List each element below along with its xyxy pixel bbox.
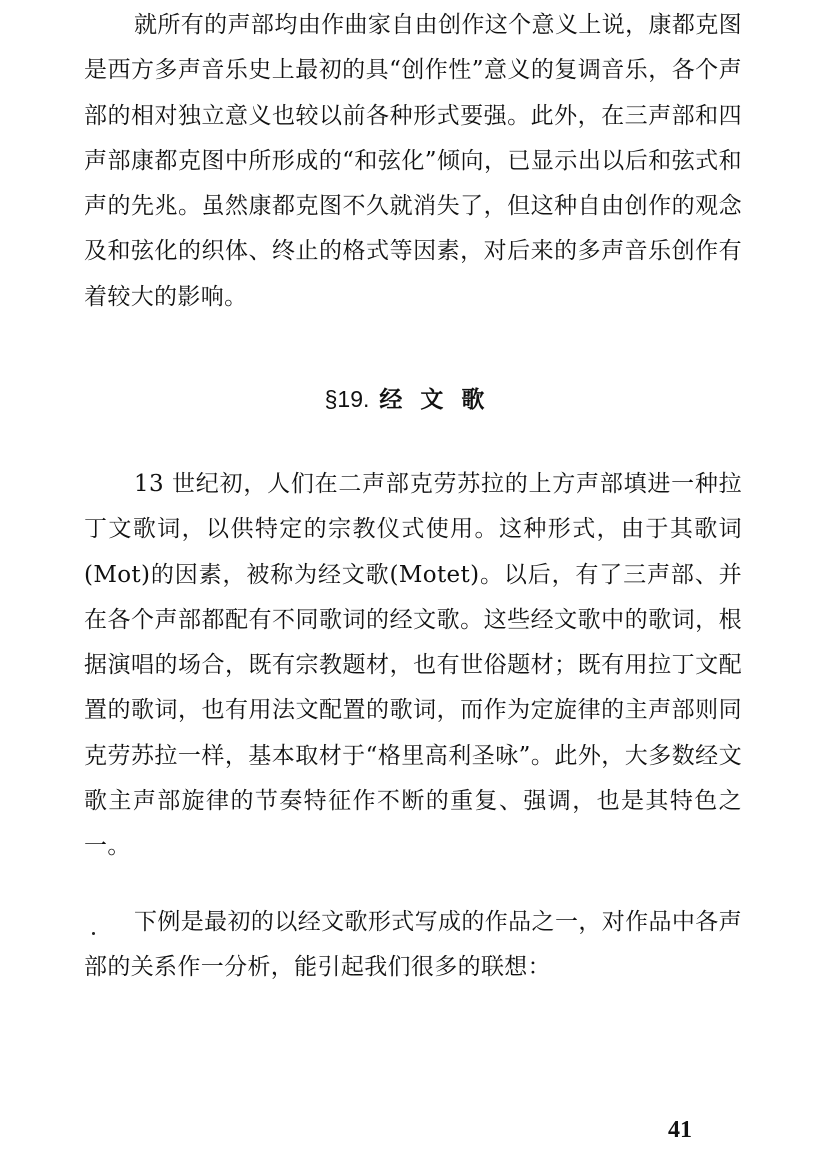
paragraph-example-intro: 下例是最初的以经文歌形式写成的作品之一，对作品中各声部的关系作一分析，能引起我们很多的联想：: [84, 909, 742, 981]
section-heading: [0, 384, 827, 415]
section-title: 经文歌: [379, 387, 503, 413]
paragraph-conductus-summary: 就所有的声部均由作曲家自由创作这个意义上说，康都克图是西方多声音乐史上最初的具“创作性”意义的复调音乐，各个声部的相对独立意义也较以前各种形式要强。此外，在三声部和四声部康都克图中所形成的“和弦化”倾向，已显示出以后和弦式和声的先兆。虽然康都克图不久就消失了，但这种自由创作的观念及和弦化的织体、终止的格式等因素，对后来的多声音乐创作有着较大的影响。: [84, 12, 742, 310]
paragraph-motet-origin: 13 世纪初，人们在二声部克劳苏拉的上方声部填进一种拉丁文歌词，以供特定的宗教仪式使用。这种形式，由于其歌词(Mot)的因素，被称为经文歌(Motet)。以后，有了三声部、并在各个声部都配有不同歌词的经文歌。这些经文歌中的歌词，根据演唱的场合，既有宗教题材，也有世俗题材；既有用拉丁文配置的歌词，也有用法文配置的歌词，而作为定旋律的主声部则同克劳苏拉一样，基本取材于“格里高利圣咏”。此外，大多数经文歌主声部旋律的节奏特征作不断的重复、强调，也是其特色之一。: [84, 471, 742, 860]
section-number: §19.: [324, 386, 370, 412]
page-number: 41: [668, 1117, 692, 1143]
